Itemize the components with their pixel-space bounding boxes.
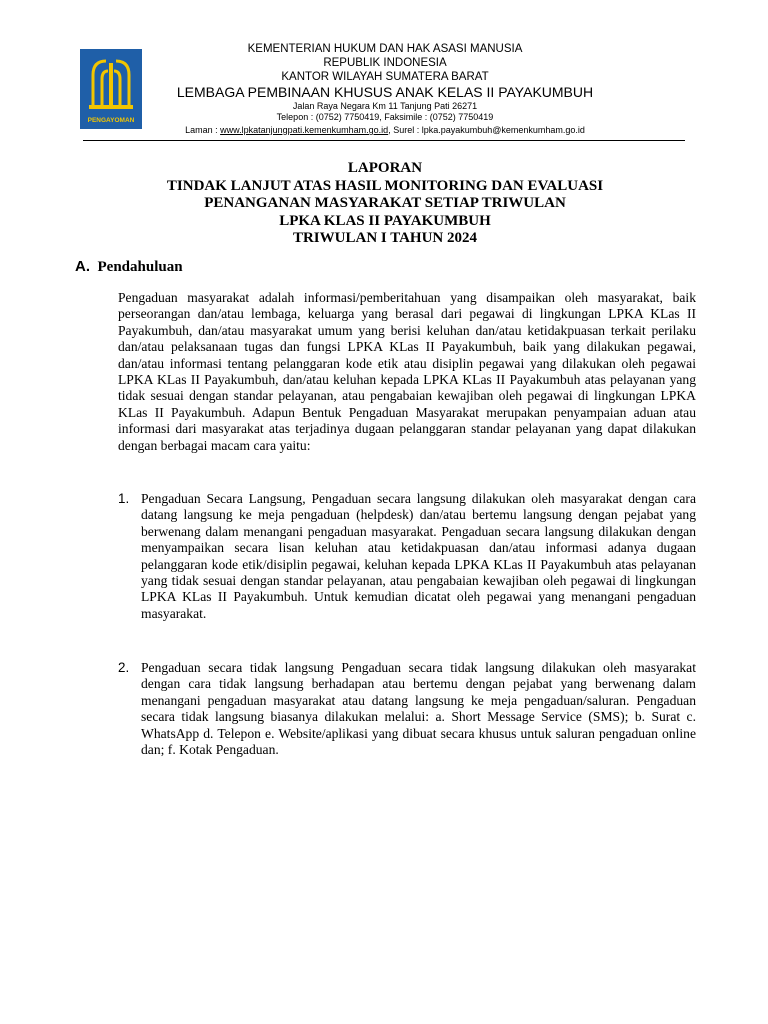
contact-line: [130, 125, 640, 136]
letterhead-divider: [83, 140, 685, 141]
country-name: REPUBLIK INDONESIA: [323, 57, 447, 69]
report-title: [100, 160, 670, 248]
pengayoman-logo: [80, 49, 142, 129]
title-line-3: PENANGANAN MASYARAKAT SETIAP TRIWULAN: [204, 195, 566, 211]
email-label: , Surel :: [388, 125, 422, 135]
list-number: 2.: [118, 660, 130, 675]
list-item: [118, 660, 696, 758]
title-line-5: TRIWULAN I TAHUN 2024: [292, 230, 478, 246]
ministry-name: KEMENTERIAN HUKUM DAN HAK ASASI MANUSIA: [247, 43, 523, 55]
logo-text: PENGAYOMAN: [87, 117, 135, 124]
address: Jalan Raya Negara Km 11 Tanjung Pati 26271: [292, 101, 478, 111]
institution-name: LEMBAGA PEMBINAAN KHUSUS ANAK KELAS II PAYAKUMBUH: [176, 84, 594, 100]
intro-paragraph: Pengaduan masyarakat adalah informasi/pemberitahuan yang disampaikan oleh masyarakat, baik perseorangan dan/atau lembaga, keluarga yang berasal dari pegawai di lingkungan LPKA KLas II Payakumbuh, dan/atau masyarakat umum yang berisi keluhan dan/atau ketidakpuasan terkait perilaku dan/atau pelaksanaan tugas dan fungsi LPKA KLas II Payakumbuh, baik yang dilakukan pegawai, dan/atau informasi tentang pelanggaran kode etik atau disiplin pegawai yang dilakukan oleh pegawai LPKA KLas II Payakumbuh, dan/atau keluhan kepada LPKA KLas II Payakumbuh atas pelayanan yang tidak sesuai dengan standar pelayanan, atau pengabaian kewajiban oleh pegawai di lingkungan LPKA KLas II Payakumbuh. Adapun Bentuk Pengaduan Masyarakat merupakan penyampaian aduan atau informasi dari masyarakat atas terjadinya dugaan pelanggaran standar pelayanan yang dapat dilakukan dengan berbagai macam cara yaitu:: [118, 290, 696, 453]
list-number: 1.: [118, 491, 130, 506]
list-text: Pengaduan secara tidak langsung Pengaduan secara tidak langsung dilakukan oleh masyarakat dengan cara tidak langsung berhadapan atau bertemu dengan pejabat yang berwenang dalam menangani pengaduan masyarakat atau datang langsung ke meja pengaduan/saluran. Pengaduan secara tidak langsung biasanya dilakukan melalui: a. Short Message Service (SMS); b. Surat c. WhatsApp d. Telepon e. Website/aplikasi yang dibuat secara khusus untuk saluran pengaduan online dan; f. Kotak Pengaduan.: [141, 660, 696, 758]
email-address: lpka.payakumbuh@kemenkumham.go.id: [421, 125, 585, 135]
letterhead: [160, 42, 610, 135]
section-heading: [75, 258, 183, 276]
list-text: Pengaduan Secara Langsung, Pengaduan secara langsung dilakukan oleh masyarakat dengan cara datang langsung ke meja pengaduan (helpdesk) dan/atau bertemu langsung dengan pejabat yang berwenang dalam menangani pengaduan masyarakat. Pengaduan secara langsung dilakukan dengan menyampaikan secara lisan keluhan atau ketidakpuasan dan/atau informasi adanya dugaan pelanggaran kode etik/disiplin pegawai, keluhan kepada LPKA KLas II Payakumbuh atas pelayanan yang tidak sesuai dengan standar pelayanan, atau pengabaian kewajiban oleh pegawai di lingkungan LPKA KLas II Payakumbuh. Untuk kemudian dicatat oleh pegawai yang menangani pengaduan masyarakat.: [141, 491, 696, 621]
title-line-4: LPKA KLAS II PAYAKUMBUH: [279, 212, 491, 229]
title-line-2: TINDAK LANJUT ATAS HASIL MONITORING DAN EVALUASI: [166, 177, 604, 194]
website-link[interactable]: www.lpkatanjungpati.kemenkumham.go.id: [220, 125, 389, 135]
website-label: Laman :: [185, 125, 221, 135]
section-letter: A.: [75, 258, 90, 275]
list-item: [118, 491, 696, 622]
title-line-1: LAPORAN: [347, 160, 423, 176]
regional-office: KANTOR WILAYAH SUMATERA BARAT: [281, 71, 489, 83]
phone-fax: Telepon : (0752) 7750419, Faksimile : (0752) 7750419: [276, 112, 494, 122]
section-title: Pendahuluan: [97, 259, 183, 275]
